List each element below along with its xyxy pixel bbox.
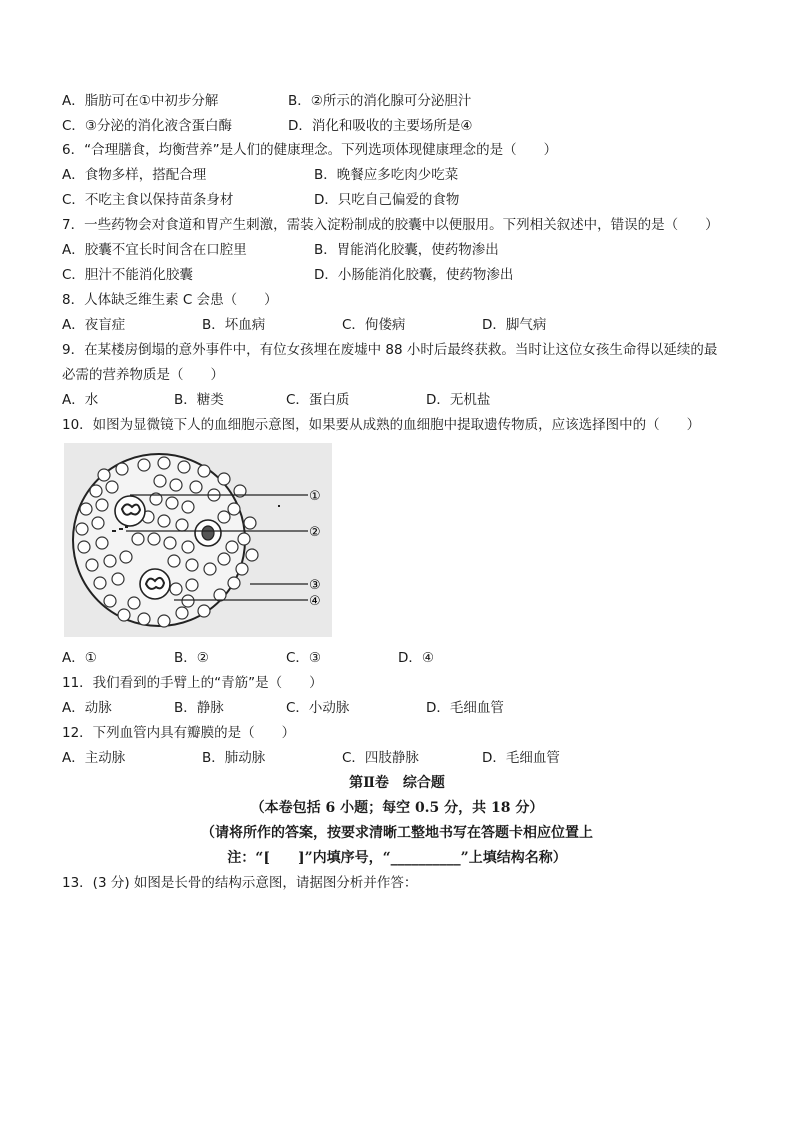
q8-option-d: D．脚气病 bbox=[482, 317, 547, 333]
q12-stem: 12．下列血管内具有瓣膜的是（ ） bbox=[62, 725, 296, 741]
red-blood-cell bbox=[236, 563, 248, 575]
red-blood-cell bbox=[112, 573, 124, 585]
q6-option-b: B．晚餐应多吃肉少吃菜 bbox=[314, 167, 459, 183]
red-blood-cell bbox=[238, 533, 250, 545]
q11-stem: 11．我们看到的手臂上的“青筋”是（ ） bbox=[62, 675, 323, 691]
q12-option-a: A．主动脉 bbox=[62, 750, 126, 766]
q8-stem: 8．人体缺乏维生素 C 会患（ ） bbox=[62, 292, 278, 308]
red-blood-cell bbox=[246, 549, 258, 561]
q11-option-b: B．静脉 bbox=[174, 700, 224, 716]
q10-stem: 10．如图为显微镜下人的血细胞示意图，如果要从成熟的血细胞中提取遗传物质，应该选择图中的（ ） bbox=[62, 417, 701, 433]
red-blood-cell bbox=[158, 457, 170, 469]
red-blood-cell bbox=[186, 559, 198, 571]
q5-option-b: B．②所示的消化腺可分泌胆汁 bbox=[288, 93, 472, 109]
red-blood-cell bbox=[228, 503, 240, 515]
red-blood-cell bbox=[166, 497, 178, 509]
q9-option-b: B．糖类 bbox=[174, 392, 224, 408]
red-blood-cell bbox=[176, 519, 188, 531]
q11-option-c: C．小动脉 bbox=[286, 700, 350, 716]
q7-option-c: C．胆汁不能消化胶囊 bbox=[62, 267, 193, 283]
section-2-subtitle-1: （本卷包括 6 小题；每空 0.5 分，共 18 分） bbox=[250, 800, 544, 816]
q9-option-a: A．水 bbox=[62, 392, 99, 408]
red-blood-cell bbox=[132, 533, 144, 545]
figure-label-3: ③ bbox=[309, 578, 321, 593]
red-blood-cell bbox=[148, 533, 160, 545]
q6-option-c: C．不吃主食以保持苗条身材 bbox=[62, 192, 234, 208]
section-2-title: 第Ⅱ卷 综合题 bbox=[349, 775, 445, 791]
red-blood-cell bbox=[104, 555, 116, 567]
red-blood-cell bbox=[76, 523, 88, 535]
q11-option-a: A．动脉 bbox=[62, 700, 112, 716]
red-blood-cell bbox=[204, 563, 216, 575]
red-blood-cell bbox=[86, 559, 98, 571]
red-blood-cell bbox=[198, 605, 210, 617]
figure-label-1: ① bbox=[309, 489, 321, 504]
red-blood-cell bbox=[96, 499, 108, 511]
red-blood-cell bbox=[138, 459, 150, 471]
q10-option-b: B．② bbox=[174, 650, 209, 666]
red-blood-cell bbox=[154, 475, 166, 487]
red-blood-cell bbox=[158, 515, 170, 527]
q8-option-b: B．坏血病 bbox=[202, 317, 266, 333]
red-blood-cell bbox=[244, 517, 256, 529]
q5-option-a: A．脂肪可在①中初步分解 bbox=[62, 93, 219, 109]
q11-option-d: D．毛细血管 bbox=[426, 700, 504, 716]
q10-option-a: A．① bbox=[62, 650, 97, 666]
q7-stem: 7．一些药物会对食道和胃产生刺激，需装入淀粉制成的胶囊中以便服用。下列相关叙述中，错误的是（ ） bbox=[62, 217, 719, 233]
q6-stem: 6．“合理膳食，均衡营养”是人们的健康理念。下列选项体现健康理念的是（ ） bbox=[62, 142, 558, 158]
red-blood-cell bbox=[182, 501, 194, 513]
white-blood-cell-1 bbox=[115, 496, 145, 526]
red-blood-cell bbox=[170, 583, 182, 595]
red-blood-cell bbox=[96, 537, 108, 549]
q9-option-d: D．无机盐 bbox=[426, 392, 491, 408]
red-blood-cell bbox=[176, 607, 188, 619]
red-blood-cell bbox=[104, 595, 116, 607]
red-blood-cell bbox=[182, 595, 194, 607]
red-blood-cell bbox=[190, 481, 202, 493]
red-blood-cell bbox=[128, 597, 140, 609]
red-blood-cell bbox=[170, 479, 182, 491]
white-blood-cell-3 bbox=[140, 569, 170, 599]
section-2-note: 注：“[ ]”内填序号，“__________”上填结构名称） bbox=[227, 850, 567, 866]
q6-option-a: A．食物多样，搭配合理 bbox=[62, 167, 207, 183]
red-blood-cell bbox=[218, 553, 230, 565]
red-blood-cell bbox=[98, 469, 110, 481]
red-blood-cell bbox=[164, 537, 176, 549]
figure-label-4: ④ bbox=[309, 594, 321, 609]
red-blood-cell bbox=[118, 609, 130, 621]
red-blood-cell bbox=[198, 465, 210, 477]
red-blood-cell bbox=[182, 541, 194, 553]
red-blood-cell bbox=[80, 503, 92, 515]
red-blood-cell bbox=[214, 589, 226, 601]
q7-option-d: D．小肠能消化胶囊，使药物渗出 bbox=[314, 267, 514, 283]
red-blood-cell bbox=[90, 485, 102, 497]
q7-option-b: B．胃能消化胶囊，使药物渗出 bbox=[314, 242, 499, 258]
red-blood-cell bbox=[158, 615, 170, 627]
q10-option-d: D．④ bbox=[398, 650, 434, 666]
q5-option-d: D．消化和吸收的主要场所是④ bbox=[288, 118, 473, 134]
red-blood-cell bbox=[138, 613, 150, 625]
figure-label-2: ② bbox=[309, 525, 321, 540]
q9-option-c: C．蛋白质 bbox=[286, 392, 350, 408]
red-blood-cell bbox=[218, 473, 230, 485]
q12-option-b: B．肺动脉 bbox=[202, 750, 266, 766]
q13-stem: 13．(3 分) 如图是长骨的结构示意图，请据图分析并作答： bbox=[62, 875, 418, 891]
red-blood-cell bbox=[186, 579, 198, 591]
red-blood-cell bbox=[168, 555, 180, 567]
q8-option-c: C．佝偻病 bbox=[342, 317, 406, 333]
red-blood-cell bbox=[78, 541, 90, 553]
q12-option-c: C．四肢静脉 bbox=[342, 750, 419, 766]
red-blood-cell bbox=[106, 481, 118, 493]
q9-stem-line2: 必需的营养物质是（ ） bbox=[62, 367, 224, 383]
red-blood-cell bbox=[94, 577, 106, 589]
red-blood-cell bbox=[92, 517, 104, 529]
red-blood-cell bbox=[226, 541, 238, 553]
q9-stem-line1: 9．在某楼房倒塌的意外事件中，有位女孩埋在废墟中 88 小时后最终获救。当时让这位女孩生命得以延续的最 bbox=[62, 342, 718, 358]
q8-option-a: A．夜盲症 bbox=[62, 317, 126, 333]
q6-option-d: D．只吃自己偏爱的食物 bbox=[314, 192, 460, 208]
q10-option-c: C．③ bbox=[286, 650, 322, 666]
white-blood-cell-2 bbox=[195, 520, 221, 546]
red-blood-cell bbox=[120, 551, 132, 563]
q5-option-c: C．③分泌的消化液含蛋白酶 bbox=[62, 118, 233, 134]
section-2-subtitle-2: （请将所作的答案，按要求清晰工整地书写在答题卡相应位置上 bbox=[201, 825, 593, 841]
red-blood-cell bbox=[178, 461, 190, 473]
red-blood-cell bbox=[218, 511, 230, 523]
red-blood-cell bbox=[228, 577, 240, 589]
red-blood-cell bbox=[116, 463, 128, 475]
blood-cell-figure bbox=[64, 443, 332, 637]
q12-option-d: D．毛细血管 bbox=[482, 750, 560, 766]
blood-cell-diagram bbox=[64, 443, 332, 637]
q7-option-a: A．胶囊不宜长时间含在口腔里 bbox=[62, 242, 247, 258]
